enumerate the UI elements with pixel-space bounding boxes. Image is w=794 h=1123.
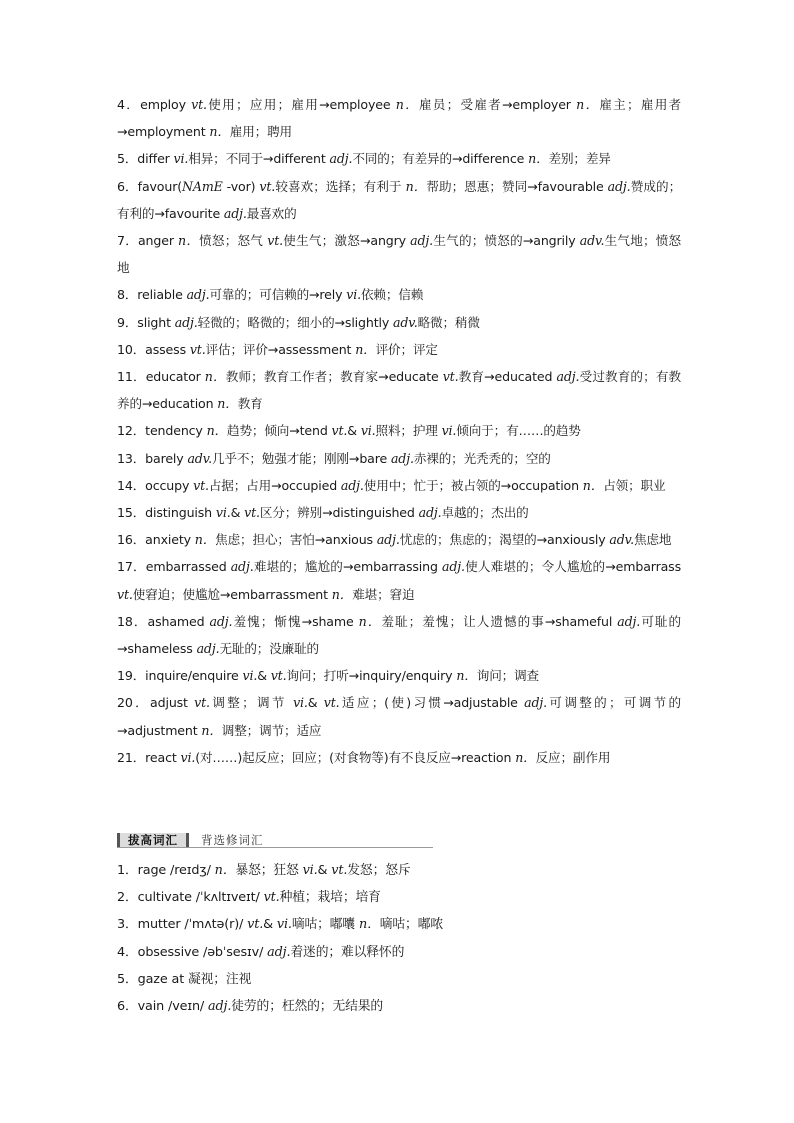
vocab-entry: 3．mutter /ˈmʌtə(r)/ vt.& vi.嘀咕；嘟囔 n．嘀咕；嘟哝 <box>117 917 443 933</box>
vocab-entry: 4．obsessive /əbˈsesɪv/ adj.着迷的；难以释怀的 <box>117 944 405 960</box>
vocab-entry: 20．adjust vt.调整；调节 vi.& vt.适应；(使)习惯→adjustable adj.可调整的；可调节的→adjustment n．调整；调节；适应 <box>117 695 681 738</box>
vocab-entry: 18．ashamed adj.羞愧；惭愧→shame n．羞耻；羞愧；让人遗憾的事→shameful adj.可耻的→shameless adj.无耻的；没廉耻的 <box>117 613 681 657</box>
advanced-vocabulary-list <box>117 857 681 1020</box>
vocab-entry: 14．occupy vt.占据；占用→occupied adj.使用中；忙于；被占领的→occupation n．占领；职业 <box>117 477 666 493</box>
vocab-entry: 16．anxiety n．焦虑；担心；害怕→anxious adj.忧虑的；焦虑的；渴望的→anxiously adv.焦虑地 <box>117 532 672 548</box>
vocab-entry: 6．favour(NAmE -vor) vt.较喜欢；选择；有利于 n．帮助；恩惠；赞同→favourable adj.赞成的；有利的→favourite adj.最喜欢的 <box>117 178 682 221</box>
basic-vocabulary-list <box>117 91 681 771</box>
section-banner-subtitle: 背选修词汇 <box>201 833 264 847</box>
vocab-entry: 9．slight adj.轻微的；略微的；细小的→slightly adv.略微；稍微 <box>117 314 480 330</box>
vocab-entry: 4．employ vt.使用；应用；雇用→employee n．雇员；受雇者→employer n．雇主；雇用者→employment n．雇用；聘用 <box>117 97 682 140</box>
vocab-entry: 13．barely adv.几乎不；勉强才能；刚刚→bare adj.赤裸的；光秃秃的；空的 <box>117 450 551 466</box>
vocab-entry: 12．tendency n．趋势；倾向→tend vt.& vi.照料；护理 vi.倾向于；有……的趋势 <box>117 423 581 439</box>
vocab-entry: 5．gaze at 凝视；注视 <box>117 971 252 987</box>
vocab-entry: 11．educator n．教师；教育工作者；教育家→educate vt.教育→educated adj.受过教育的；有教养的→education n．教育 <box>117 369 681 412</box>
vocab-entry: 6．vain /veɪn/ adj.徒劳的；枉然的；无结果的 <box>117 999 384 1015</box>
vocab-entry: 21．react vi.(对……)起反应；回应；(对食物等)有不良反应→reaction n．反应；副作用 <box>117 749 611 765</box>
section-banner-tag: 拔高词汇 <box>117 833 189 847</box>
vocab-entry: 10．assess vt.评估；评价→assessment n．评价；评定 <box>117 341 438 357</box>
vocab-entry: 5．differ vi.相异；不同于→different adj.不同的；有差异的→difference n．差别；差异 <box>117 151 611 167</box>
vocab-entry: 15．distinguish vi.& vt.区分；辨别→distinguished adj.卓越的；杰出的 <box>117 505 529 521</box>
vocab-entry: 17．embarrassed adj.难堪的；尴尬的→embarrassing adj.使人难堪的；令人尴尬的→embarrass vt.使窘迫；使尴尬→embarrassment n．难堪；窘迫 <box>117 559 681 602</box>
vocab-entry: 7．anger n．愤怒；怒气 vt.使生气；激怒→angry adj.生气的；愤怒的→angrily adv.生气地；愤怒地 <box>117 233 681 276</box>
section-banner <box>117 833 433 848</box>
vocab-entry: 19．inquire/enquire vi.& vt.询问；打听→inquiry/enquiry n．询问；调查 <box>117 668 539 684</box>
vocab-entry: 1．rage /reɪdʒ/ n．暴怒；狂怒 vi.& vt.发怒；怒斥 <box>117 863 411 878</box>
vocab-entry: 2．cultivate /ˈkʌltɪveɪt/ vt.种植；栽培；培育 <box>117 890 381 906</box>
vocab-entry: 8．reliable adj.可靠的；可信赖的→rely vi.依赖；信赖 <box>117 287 424 303</box>
